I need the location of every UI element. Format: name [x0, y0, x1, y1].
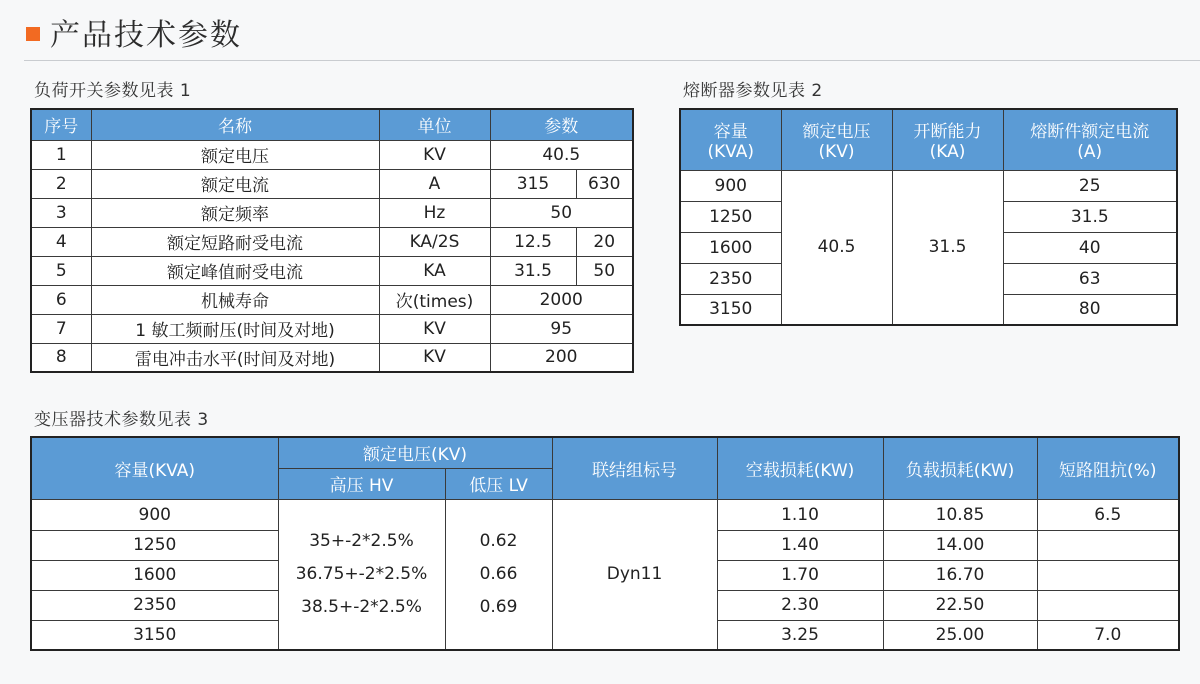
header-fuse-current: [1003, 109, 1177, 170]
param-value-cell: 31.5: [490, 256, 576, 285]
no-load-cell: 1.70: [717, 560, 883, 590]
param-value-cell: 315: [490, 169, 576, 198]
lv-value: 0.69: [479, 596, 518, 617]
capacity-cell: 900: [680, 170, 781, 201]
header-breaking-line1: 开断能力: [913, 122, 982, 143]
lv-value: 0.62: [479, 530, 518, 551]
impedance-cell: [1037, 530, 1179, 560]
param-name-cell: 额定短路耐受电流: [91, 227, 379, 256]
capacity-cell: 1250: [680, 201, 781, 232]
row-number-cell: 8: [31, 343, 91, 372]
capacity-cell: 3150: [680, 294, 781, 325]
capacity-cell: 900: [31, 499, 278, 530]
param-value-cell: 20: [576, 227, 633, 256]
transformer-table: [30, 436, 1180, 651]
param-value-cell: 40.5: [490, 140, 633, 169]
lv-cell: [445, 499, 552, 650]
fuse-table: [679, 108, 1178, 326]
no-load-cell: 2.30: [717, 590, 883, 620]
header-voltage-line1: 额定电压: [802, 122, 871, 143]
param-value-cell: 12.5: [490, 227, 576, 256]
header-no-load-loss: 空载损耗(KW): [717, 437, 883, 499]
header-capacity-line1: 容量: [713, 122, 748, 143]
table-row: [31, 227, 633, 256]
connection-group-cell: Dyn11: [552, 499, 717, 650]
impedance-cell: [1037, 590, 1179, 620]
row-number-cell: 1: [31, 140, 91, 169]
hv-value: 35+-2*2.5%: [309, 530, 414, 551]
row-number-cell: 7: [31, 314, 91, 343]
impedance-cell: 6.5: [1037, 499, 1179, 530]
capacity-cell: 2350: [31, 590, 278, 620]
load-switch-table: [30, 108, 634, 373]
row-number-cell: 3: [31, 198, 91, 227]
param-name-cell: 额定频率: [91, 198, 379, 227]
param-value-cell: 2000: [490, 285, 633, 314]
table-row: [31, 140, 633, 169]
fuse-current-cell: 25: [1003, 170, 1177, 201]
page-header: [26, 10, 242, 54]
load-cell: 16.70: [883, 560, 1037, 590]
header-unit: 单位: [379, 109, 490, 140]
param-value-cell: 630: [576, 169, 633, 198]
param-name-cell: 机械寿命: [91, 285, 379, 314]
voltage-cell: 40.5: [781, 170, 892, 325]
header-breaking-line2: (KA): [929, 142, 966, 163]
header-capacity: [680, 109, 781, 170]
header-param: 参数: [490, 109, 633, 140]
no-load-cell: 3.25: [717, 620, 883, 650]
param-value-cell: 95: [490, 314, 633, 343]
unit-cell: Hz: [379, 198, 490, 227]
hv-value: 36.75+-2*2.5%: [295, 563, 428, 584]
unit-cell: KV: [379, 343, 490, 372]
unit-cell: KA/2S: [379, 227, 490, 256]
hv-cell: [278, 499, 445, 650]
fuse-current-cell: 63: [1003, 263, 1177, 294]
capacity-cell: 1250: [31, 530, 278, 560]
header-fuse-current-line2: (A): [1077, 142, 1103, 163]
capacity-cell: 3150: [31, 620, 278, 650]
unit-cell: KA: [379, 256, 490, 285]
param-name-cell: 额定峰值耐受电流: [91, 256, 379, 285]
header-connection-group: 联结组标号: [552, 437, 717, 499]
load-cell: 22.50: [883, 590, 1037, 620]
page-title: 产品技术参数: [50, 18, 242, 53]
header-capacity: 容量(KVA): [31, 437, 278, 499]
table-row: [31, 169, 633, 198]
hv-value: 38.5+-2*2.5%: [301, 596, 422, 617]
unit-cell: KV: [379, 140, 490, 169]
table3-caption: 变压器技术参数见表 3: [34, 410, 209, 430]
fuse-current-cell: 31.5: [1003, 201, 1177, 232]
param-name-cell: 1 敏工频耐压(时间及对地): [91, 314, 379, 343]
param-value-cell: 50: [576, 256, 633, 285]
load-cell: 14.00: [883, 530, 1037, 560]
header-name: 名称: [91, 109, 379, 140]
table1-caption: 负荷开关参数见表 1: [34, 81, 192, 101]
lv-value: 0.66: [479, 563, 518, 584]
header-breaking: [892, 109, 1003, 170]
row-number-cell: 4: [31, 227, 91, 256]
row-number-cell: 5: [31, 256, 91, 285]
table-row: [31, 256, 633, 285]
unit-cell: 次(times): [379, 285, 490, 314]
header-rated-voltage: 额定电压(KV): [278, 437, 552, 468]
impedance-cell: [1037, 560, 1179, 590]
breaking-cell: 31.5: [892, 170, 1003, 325]
load-cell: 10.85: [883, 499, 1037, 530]
param-name-cell: 雷电冲击水平(时间及对地): [91, 343, 379, 372]
param-name-cell: 额定电流: [91, 169, 379, 198]
table-row: [31, 343, 633, 372]
header-hv: 高压 HV: [278, 468, 445, 499]
fuse-current-cell: 80: [1003, 294, 1177, 325]
param-value-cell: 200: [490, 343, 633, 372]
impedance-cell: 7.0: [1037, 620, 1179, 650]
header-capacity-line2: (KVA): [707, 142, 755, 163]
orange-square-icon: [26, 27, 40, 41]
no-load-cell: 1.10: [717, 499, 883, 530]
no-load-cell: 1.40: [717, 530, 883, 560]
capacity-cell: 2350: [680, 263, 781, 294]
unit-cell: A: [379, 169, 490, 198]
header-voltage: [781, 109, 892, 170]
unit-cell: KV: [379, 314, 490, 343]
table2-caption: 熔断器参数见表 2: [683, 81, 823, 101]
header-fuse-current-line1: 熔断件额定电流: [1030, 122, 1150, 143]
table-row: [31, 285, 633, 314]
row-number-cell: 6: [31, 285, 91, 314]
table-row: [31, 314, 633, 343]
header-lv: 低压 LV: [445, 468, 552, 499]
load-cell: 25.00: [883, 620, 1037, 650]
row-number-cell: 2: [31, 169, 91, 198]
header-voltage-line2: (KV): [818, 142, 855, 163]
capacity-cell: 1600: [680, 232, 781, 263]
header-divider: [24, 60, 1200, 61]
table-row: [31, 198, 633, 227]
header-no: 序号: [31, 109, 91, 140]
param-value-cell: 50: [490, 198, 633, 227]
fuse-current-cell: 40: [1003, 232, 1177, 263]
header-impedance: 短路阻抗(%): [1037, 437, 1179, 499]
param-name-cell: 额定电压: [91, 140, 379, 169]
capacity-cell: 1600: [31, 560, 278, 590]
header-load-loss: 负载损耗(KW): [883, 437, 1037, 499]
